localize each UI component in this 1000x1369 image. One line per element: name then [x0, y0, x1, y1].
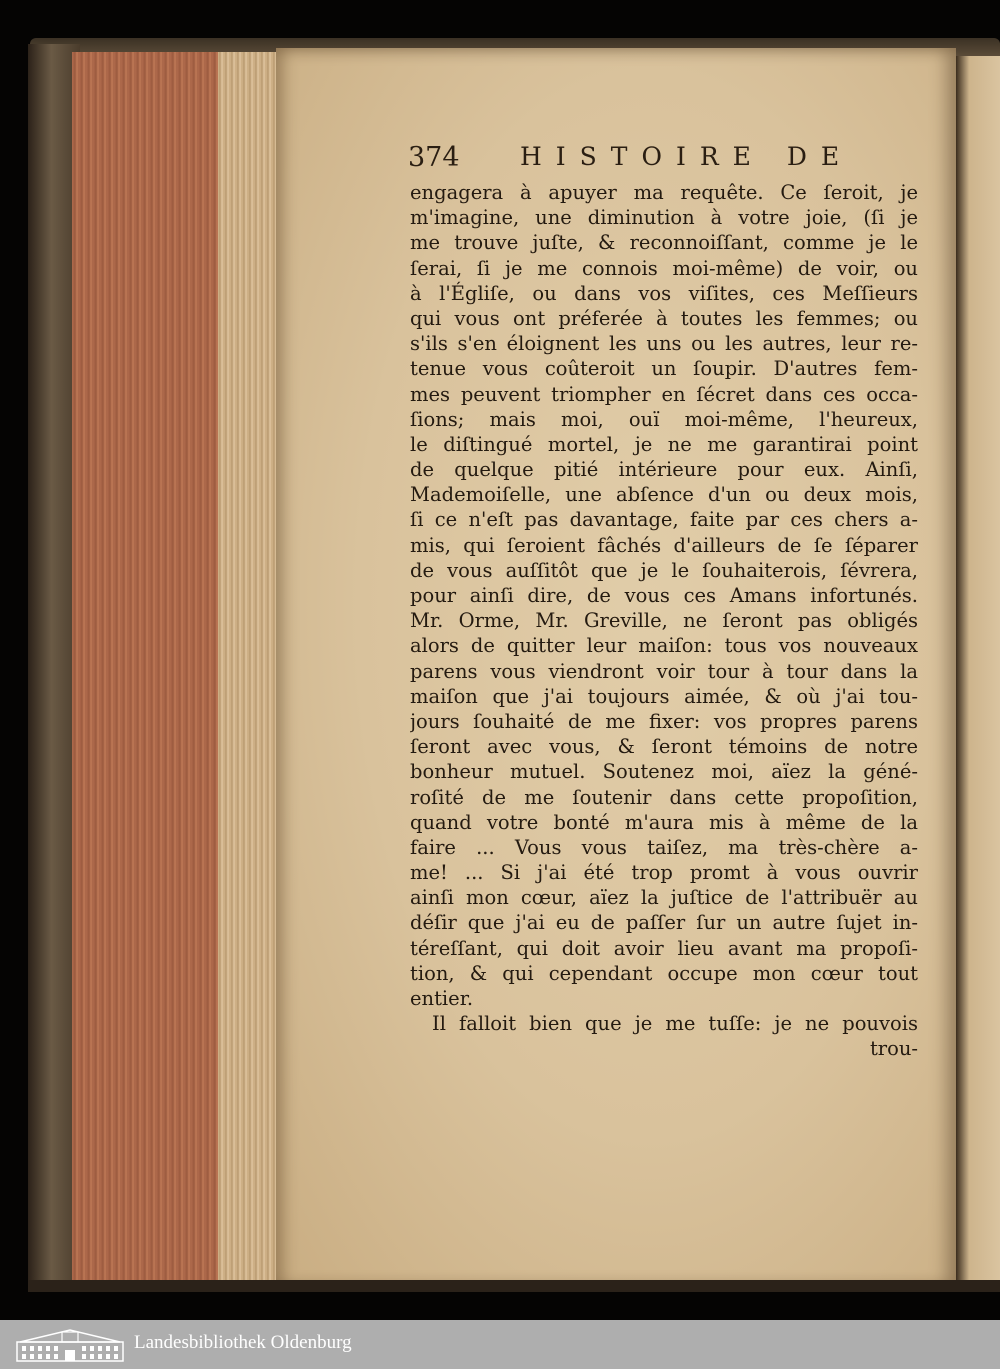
library-building-icon	[16, 1328, 124, 1362]
text-line: tenue vous coûteroit un ſoupir. D'autres fem-	[410, 357, 918, 381]
text-line: tion, & qui cependant occupe mon cœur tout	[410, 961, 918, 985]
text-line: engagera à apuyer ma requête. Ce ſeroit, je	[410, 181, 918, 204]
text-line: qui vous ont préferée à toutes les femmes; ou	[410, 306, 918, 330]
text-line: me trouve juſte, & reconnoiſſant, comme je le	[410, 231, 918, 255]
text-line: alors de quitter leur maiſon: tous vos nouveaux	[410, 634, 918, 658]
page-body-text	[410, 180, 918, 1062]
text-line: ſions; mais moi, ouï moi-même, l'heureux,	[410, 407, 918, 431]
page-header	[408, 142, 918, 176]
text-line: me! ... Si j'ai été trop promt à vous ouvrir	[410, 861, 918, 885]
text-line: maiſon que j'ai toujours aimée, & où j'ai tou-	[410, 684, 918, 708]
text-line: quand votre bonté m'aura mis à même de la	[410, 810, 918, 834]
text-line: s'ils s'en éloignent les uns ou les autres, leur re-	[410, 332, 918, 356]
text-line: mis, qui ſeroient fâchés d'ailleurs de ſe ſéparer	[410, 533, 918, 557]
text-line: le diſtingué mortel, je ne me garantirai point	[410, 432, 918, 456]
page-edges-red	[72, 52, 222, 1284]
text-line: entier.	[410, 987, 474, 1010]
text-line: faire ... Vous vous taiſez, ma très-chère a-	[410, 835, 918, 859]
text-line: à l'Égliſe, ou dans vos viſites, ces Meſſieurs	[410, 281, 918, 305]
running-title: HISTOIRE DE	[520, 142, 854, 171]
text-line: bonheur mutuel. Soutenez moi, aïez la géné-	[410, 760, 918, 784]
text-line: ſeront avec vous, & ſeront témoins de notre	[410, 735, 918, 759]
footer-bar	[0, 1320, 1000, 1369]
facing-page-edge	[956, 56, 1000, 1288]
page-edges	[218, 52, 280, 1284]
text-line: déſir que j'ai eu de paſſer ſur un autre ſujet in-	[410, 911, 918, 935]
text-line: m'imagine, une diminution à votre joie, (ſi je	[410, 206, 918, 230]
text-line: ſerai, ſi je me connois moi-même) de voir, ou	[410, 256, 918, 280]
page-number: 374	[408, 142, 460, 173]
text-line: Mademoiſelle, une abſence d'un ou deux mois,	[410, 483, 918, 507]
text-line: Il falloit bien que je me tuſſe: je ne pouvois	[432, 1012, 918, 1036]
text-line: jours ſouhaité de me fixer: vos propres parens	[410, 709, 918, 733]
text-line: ainſi mon cœur, aïez la juſtice de l'attribuër au	[410, 886, 918, 910]
text-line: pour ainſi dire, de vous ces Amans infortunés.	[410, 584, 918, 607]
book-cover-bottom	[28, 1280, 1000, 1292]
text-line: mes peuvent triompher en ſécret dans ces occa-	[410, 382, 918, 406]
text-line: roſité de me ſoutenir dans cette propoſition,	[410, 785, 918, 809]
text-line: parens vous viendront voir tour à tour dans la	[410, 659, 918, 683]
catchword: trou-	[869, 1037, 918, 1061]
library-name: Landesbibliothek Oldenburg	[134, 1332, 352, 1353]
text-line: Mr. Orme, Mr. Greville, ne ſeront pas obligés	[410, 609, 918, 633]
text-line: téreſſant, qui doit avoir lieu avant ma propoſi-	[410, 936, 918, 960]
text-line: de vous auſſitôt que je le ſouhaiterois, ſévrera,	[410, 558, 918, 582]
text-line: de quelque pitié intérieure pour eux. Ainſi,	[410, 458, 918, 482]
text-line: ſi ce n'eſt pas davantage, faite par ces chers a-	[410, 508, 918, 532]
